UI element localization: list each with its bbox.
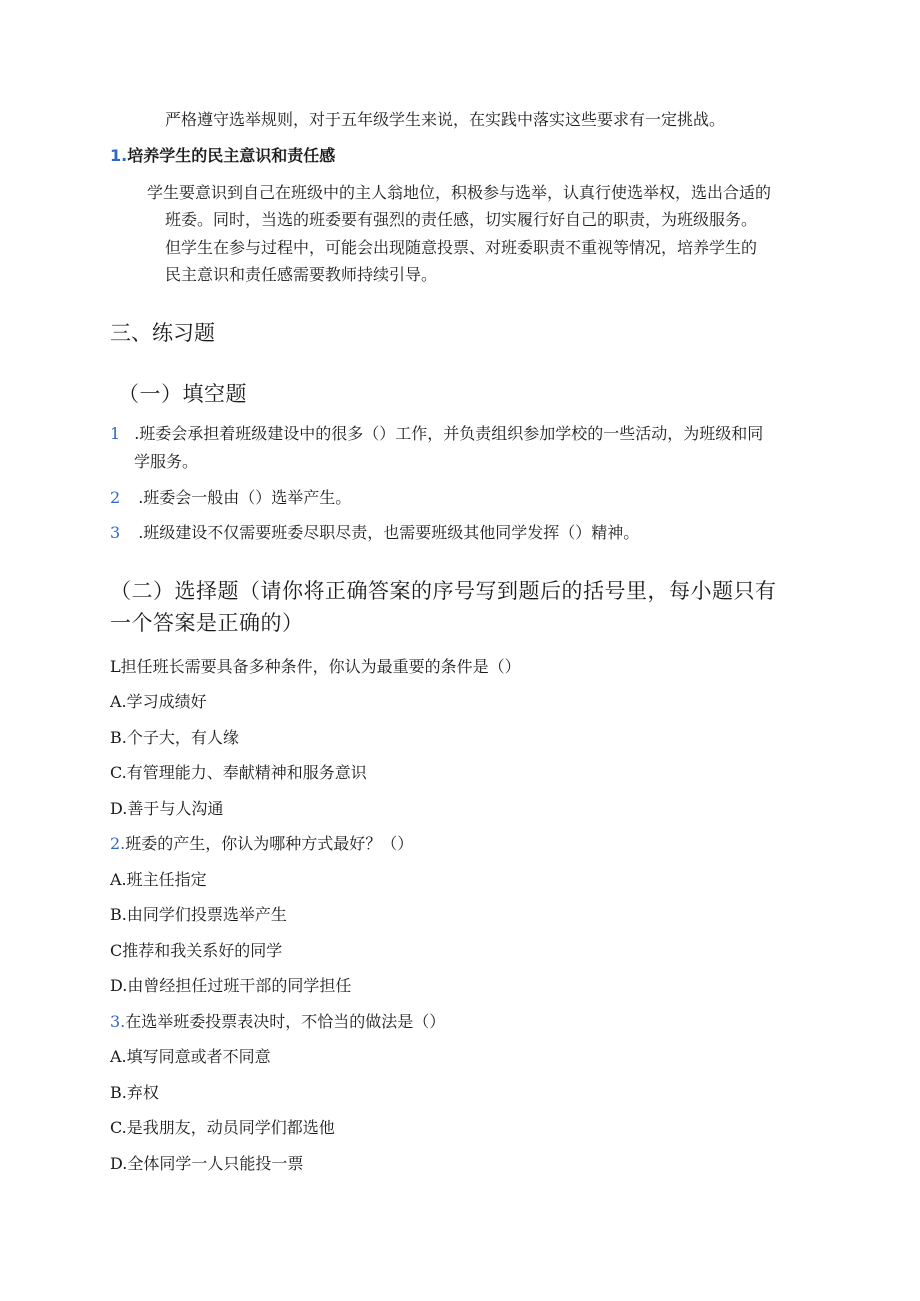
- choice-title-line-1: （二）选择题（请你将正确答案的序号写到题后的括号里，每小题只有: [110, 579, 777, 603]
- item-number: 3: [110, 523, 121, 542]
- question-2-option-a: A.班主任指定: [110, 870, 207, 889]
- item-number: 1: [110, 424, 121, 443]
- question-text: 担任班长需要具备多种条件，你认为最重要的条件是（）: [120, 657, 521, 676]
- question-number: L: [110, 657, 121, 676]
- question-1-option-d: D.善于与人沟通: [110, 799, 224, 818]
- question-text: 班委的产生，你认为哪种方式最好？（）: [125, 834, 414, 853]
- question-number: 2.: [110, 834, 126, 853]
- section-title: 三、练习题: [110, 321, 215, 345]
- sub-point-line-3: 但学生在参与过程中，可能会出现随意投票、对班委职责不重视等情况，培养学生的: [165, 238, 758, 257]
- fill-blank-item-2: [110, 488, 351, 508]
- question-3-option-d: D.全体同学一人只能投一票: [110, 1154, 304, 1173]
- sub-point-line-4: 民主意识和责任感需要教师持续引导。: [165, 265, 438, 284]
- intro-line: 严格遵守选举规则，对于五年级学生来说，在实践中落实这些要求有一定挑战。: [165, 110, 726, 129]
- question-1-option-a: A.学习成绩好: [110, 692, 207, 711]
- question-number: 3.: [110, 1012, 126, 1031]
- sub-point-heading: [110, 146, 335, 166]
- fill-blank-item-1-cont: 学服务。: [134, 452, 199, 471]
- item-number: 2: [110, 488, 121, 507]
- question-1: [110, 657, 521, 677]
- question-2-option-b: B.由同学们投票选举产生: [110, 905, 287, 924]
- question-3-option-c: C.是我朋友，动员同学们都选他: [110, 1118, 335, 1137]
- item-text: .班级建设不仅需要班委尽职尽责，也需要班级其他同学发挥（）精神。: [138, 523, 640, 542]
- sub-point-number: 1.: [110, 146, 128, 165]
- question-1-option-b: B.个子大，有人缘: [110, 728, 239, 747]
- question-2-option-d: D.由曾经担任过班干部的同学担任: [110, 976, 352, 995]
- question-2: [110, 834, 413, 854]
- fill-blank-item-1: [110, 424, 763, 444]
- item-text: .班委会一般由（）选举产生。: [138, 488, 352, 507]
- sub-point-line-1: 学生要意识到自己在班级中的主人翁地位，积极参与选举，认真行使选举权，选出合适的: [147, 183, 772, 202]
- item-text: .班委会承担着班级建设中的很多（）工作，并负责组织参加学校的一些活动，为班级和同: [134, 424, 764, 443]
- sub-point-title: 培养学生的民主意识和责任感: [127, 146, 336, 165]
- question-text: 在选举班委投票表决时，不恰当的做法是（）: [125, 1012, 446, 1031]
- question-1-option-c: C.有管理能力、奉献精神和服务意识: [110, 763, 367, 782]
- question-2-option-c: C推荐和我关系好的同学: [110, 941, 283, 960]
- question-3-option-a: A.填写同意或者不同意: [110, 1047, 271, 1066]
- question-3-option-b: B.弃权: [110, 1083, 159, 1102]
- choice-title-line-2: 一个答案是正确的）: [110, 611, 304, 635]
- fill-blank-title: （一）填空题: [118, 382, 247, 406]
- sub-point-line-2: 班委。同时，当选的班委要有强烈的责任感，切实履行好自己的职责，为班级服务。: [165, 210, 758, 229]
- fill-blank-item-3: [110, 523, 639, 543]
- question-3: [110, 1012, 445, 1032]
